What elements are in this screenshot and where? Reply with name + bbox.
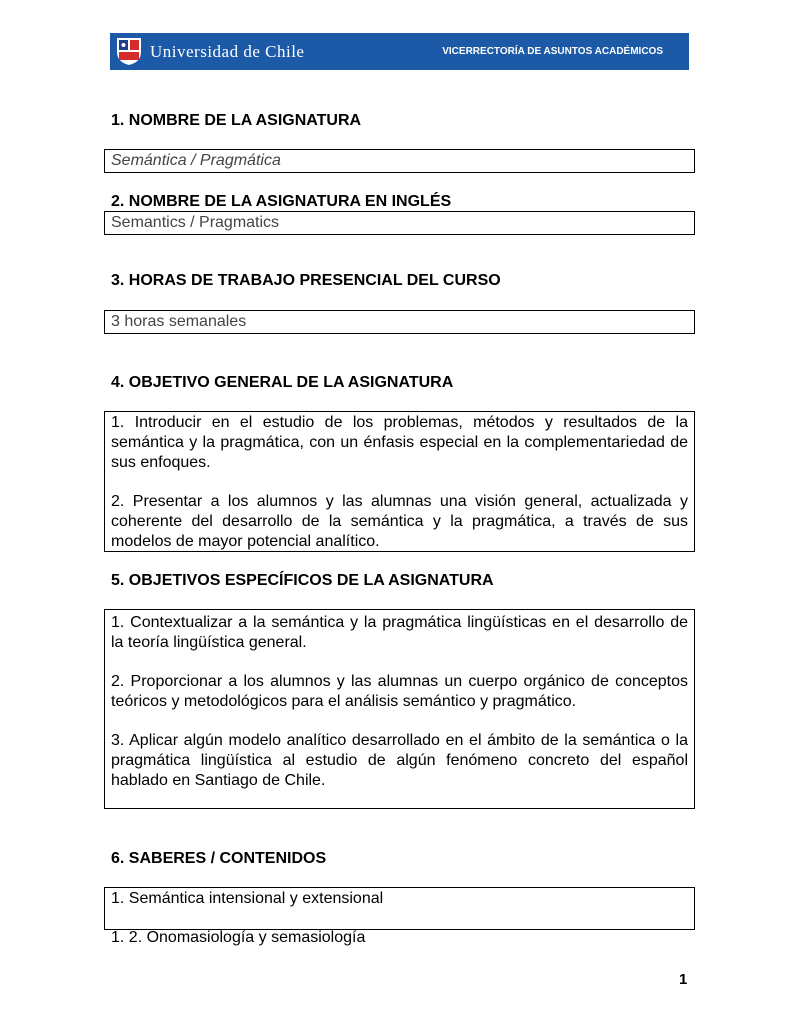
section-3-heading: 3. HORAS DE TRABAJO PRESENCIAL DEL CURSO [111, 272, 501, 289]
header-banner [110, 33, 689, 70]
section-5-box [104, 609, 695, 809]
general-objective-2: 2. Presentar a los alumnos y las alumnas una visión general, actualizada y coherente del desarrollo de la semántica y la pragmática, a través de sus modelos de mayor potencial analítico. [111, 493, 688, 550]
section-2-box [104, 211, 695, 235]
section-1-heading: 1. NOMBRE DE LA ASIGNATURA [111, 112, 362, 129]
content-line-1: 1. Semántica intensional y extensional [111, 890, 384, 907]
section-4-box [104, 411, 695, 552]
course-name-value: Semántica / Pragmática [111, 152, 281, 169]
hours-value: 3 horas semanales [111, 313, 247, 330]
section-6-heading: 6. SABERES / CONTENIDOS [111, 850, 327, 867]
content-line-2: 1. 2. Onomasiología y semasiología [111, 929, 366, 946]
general-objective-1: 1. Introducir en el estudio de los problemas, métodos y resultados de la semántica y la pragmática, con un énfasis especial en la complementariedad de sus enfoques. [111, 414, 688, 471]
course-name-english-value: Semantics / Pragmatics [111, 214, 280, 231]
specific-objective-3: 3. Aplicar algún modelo analítico desarrollado en el ámbito de la semántica o la pragmática lingüística al estudio de algún fenómeno concreto del español hablado en Santiago de Chile. [111, 732, 688, 789]
section-2-heading: 2. NOMBRE DE LA ASIGNATURA EN INGLÉS [111, 193, 452, 210]
section-3-box [104, 310, 695, 334]
section-4-heading: 4. OBJETIVO GENERAL DE LA ASIGNATURA [111, 374, 454, 391]
specific-objective-2: 2. Proporcionar a los alumnos y las alumnas un cuerpo orgánico de conceptos teóricos y metodológicos para el análisis semántico y pragmático. [111, 673, 688, 710]
section-1-box [104, 149, 695, 173]
specific-objective-1: 1. Contextualizar a la semántica y la pragmática lingüísticas en el desarrollo de la teoría lingüística general. [111, 614, 688, 651]
vicerrectoria-label: VICERRECTORÍA DE ASUNTOS ACADÉMICOS [442, 46, 663, 57]
section-6-box [104, 887, 695, 946]
university-name: Universidad de Chile [150, 42, 305, 61]
section-5-heading: 5. OBJETIVOS ESPECÍFICOS DE LA ASIGNATURA [111, 572, 494, 589]
university-crest-icon [116, 37, 142, 66]
page-number: 1 [679, 971, 688, 988]
